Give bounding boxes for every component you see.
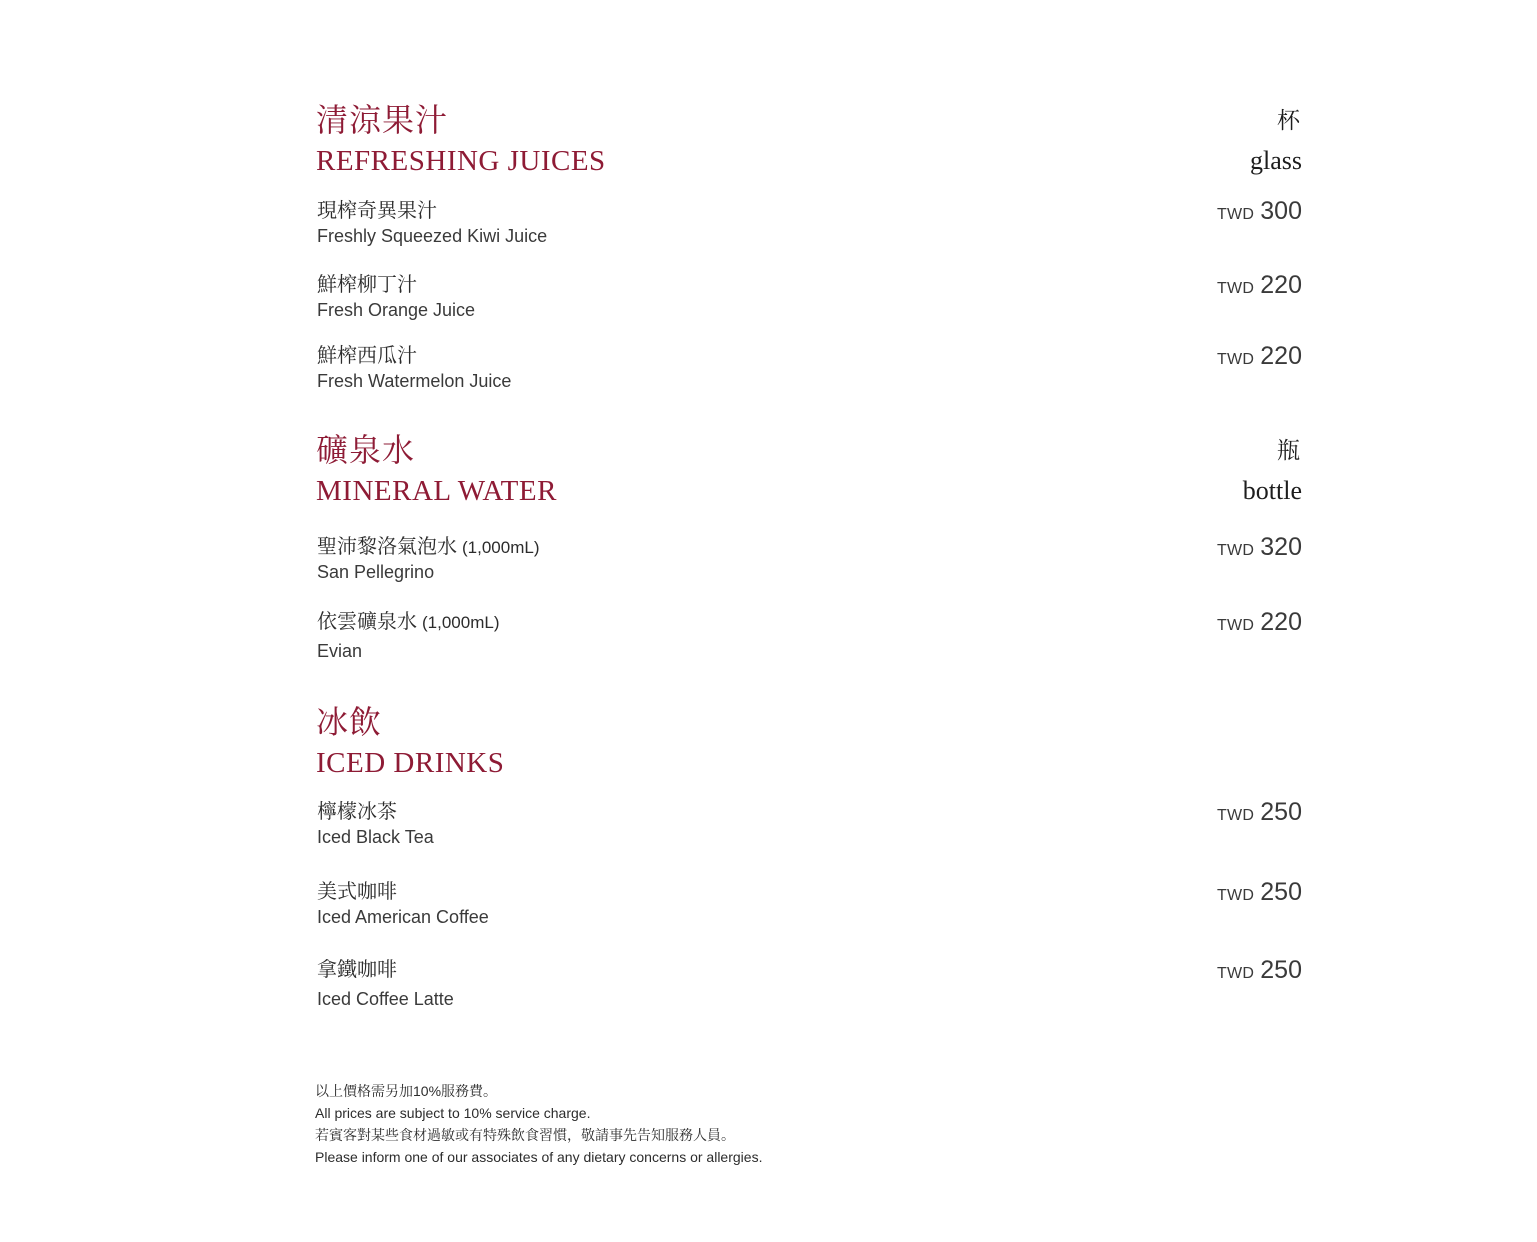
item-price — [1217, 608, 1302, 637]
currency-label: TWD — [1216, 617, 1255, 634]
item-price — [1217, 271, 1302, 300]
item-name-zh — [317, 958, 397, 982]
menu-item-evian — [316, 610, 1306, 670]
menu-item-iced-black-tea — [316, 800, 1306, 860]
currency-label: TWD — [1216, 351, 1255, 368]
item-name-en: Iced Black Tea — [317, 827, 434, 847]
section-refreshing-juices — [316, 100, 1306, 400]
menu-item-orange-juice — [316, 273, 1306, 333]
item-price — [1217, 342, 1302, 371]
item-name-en: Evian — [317, 641, 363, 661]
item-volume: (1,000mL) — [422, 613, 500, 632]
item-name-en: San Pellegrino — [317, 562, 435, 582]
item-price — [1217, 197, 1302, 226]
item-name-zh — [317, 880, 397, 904]
section-title-en: MINERAL WATER — [316, 475, 557, 507]
item-name-en: Iced Coffee Latte — [317, 989, 454, 1009]
item-price — [1217, 798, 1302, 827]
unit-label-en: bottle — [1242, 476, 1302, 505]
menu-item-iced-coffee-latte — [316, 958, 1306, 1018]
price-amount: 220 — [1260, 271, 1302, 299]
item-name-zh-text: 美式咖啡 — [317, 881, 397, 903]
menu-item-iced-american-coffee — [316, 880, 1306, 940]
section-mineral-water — [316, 430, 1306, 670]
footer-notes — [315, 1080, 1115, 1168]
item-name-zh — [317, 273, 417, 297]
item-name-zh-text: 現榨奇異果汁 — [317, 200, 437, 222]
unit-label-zh: 杯 — [1277, 108, 1300, 134]
section-title-zh: 礦泉水 — [316, 431, 416, 469]
item-name-zh — [317, 344, 417, 368]
item-name-zh — [317, 535, 539, 560]
currency-label: TWD — [1216, 807, 1255, 824]
item-name-zh-text: 拿鐵咖啡 — [317, 959, 397, 981]
item-name-en: Iced American Coffee — [317, 907, 489, 927]
item-name-zh — [317, 800, 397, 824]
currency-label: TWD — [1216, 280, 1255, 297]
price-amount: 220 — [1260, 342, 1302, 370]
menu-item-kiwi-juice — [316, 199, 1306, 259]
item-name-zh-text: 聖沛黎洛氣泡水 — [317, 536, 457, 558]
item-price — [1217, 533, 1302, 562]
item-volume: (1,000mL) — [462, 538, 540, 557]
item-name-zh — [317, 610, 499, 635]
item-name-zh — [317, 199, 437, 223]
price-amount: 300 — [1260, 197, 1302, 225]
unit-label-en: glass — [1250, 146, 1302, 175]
currency-label: TWD — [1216, 887, 1255, 904]
menu-item-watermelon-juice — [316, 344, 1306, 404]
item-price — [1217, 878, 1302, 907]
item-name-zh-text: 鮮榨柳丁汁 — [317, 274, 417, 296]
price-amount: 250 — [1260, 798, 1302, 826]
item-price — [1217, 956, 1302, 985]
price-amount: 250 — [1260, 956, 1302, 984]
service-charge-note-en: All prices are subject to 10% service charge. — [315, 1105, 591, 1121]
section-iced-drinks — [316, 702, 1306, 1022]
menu-item-san-pellegrino — [316, 535, 1306, 595]
currency-label: TWD — [1216, 206, 1255, 223]
section-title-en: REFRESHING JUICES — [316, 145, 606, 177]
item-name-en: Fresh Orange Juice — [317, 300, 476, 320]
item-name-zh-text: 檸檬冰茶 — [317, 801, 397, 823]
allergy-note-zh: 若賓客對某些食材過敏或有特殊飲食習慣，敬請事先告知服務人員。 — [315, 1127, 735, 1143]
section-title-zh: 冰飲 — [316, 703, 383, 741]
currency-label: TWD — [1216, 965, 1255, 982]
unit-label-zh: 瓶 — [1277, 438, 1300, 464]
price-amount: 320 — [1260, 533, 1302, 561]
item-name-zh-text: 鮮榨西瓜汁 — [317, 345, 417, 367]
price-amount: 220 — [1260, 608, 1302, 636]
allergy-note-en: Please inform one of our associates of any dietary concerns or allergies. — [315, 1149, 763, 1165]
currency-label: TWD — [1216, 542, 1255, 559]
item-name-en: Freshly Squeezed Kiwi Juice — [317, 226, 548, 246]
item-name-en: Fresh Watermelon Juice — [317, 371, 512, 391]
item-name-zh-text: 依雲礦泉水 — [317, 611, 417, 633]
service-charge-note-zh: 以上價格需另加10%服務費。 — [315, 1083, 498, 1099]
price-amount: 250 — [1260, 878, 1302, 906]
section-title-en: ICED DRINKS — [316, 747, 505, 779]
section-title-zh: 清涼果汁 — [316, 101, 449, 139]
